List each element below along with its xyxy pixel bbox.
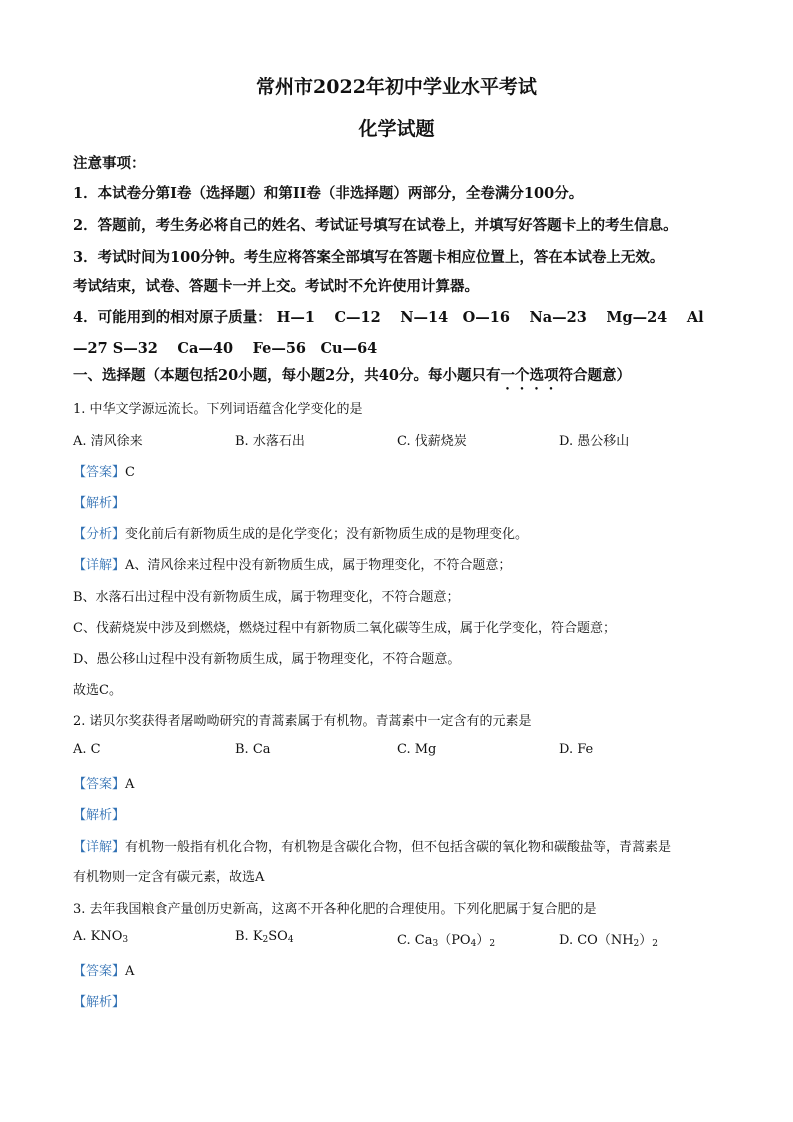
answer-value: A — [125, 777, 135, 792]
q3-option-c: C. $Ca_3(PO_4)_2$ — [397, 933, 496, 949]
q1-option-a: A. 清风徐来 — [73, 434, 143, 449]
note-3: 3．考试时间为100分钟。考生应将答案全部填写在答题卡相应位置上，答在本试卷上无效。 — [73, 249, 665, 266]
q3-answer — [73, 960, 134, 979]
detail-tag: 【详解】 — [73, 558, 126, 573]
q1-stem: 1. 中华文学源远流长。下列词语蕴含化学变化的是 — [73, 402, 363, 417]
q3-option-d: D. $CO(NH_2)_2$ — [559, 933, 659, 949]
q1-answer — [73, 461, 135, 480]
q2-detail-cont: 有机物则一定含有碳元素，故选A — [73, 870, 265, 885]
q2-answer — [73, 773, 134, 792]
note-1: 1．本试卷分第I卷（选择题）和第II卷（非选择题）两部分，全卷满分100分。 — [73, 185, 584, 202]
q2-option-c: C. Mg — [397, 742, 437, 757]
q2-analysis-tag: 【解析】 — [73, 808, 126, 823]
section-heading-post: 符合题意） — [558, 367, 631, 384]
q3-analysis-tag: 【解析】 — [73, 995, 126, 1010]
fenxi-tag: 【分析】 — [73, 527, 126, 542]
section-heading-emphasis: 一个选项 — [500, 367, 559, 384]
q1-detail-b: B、水落石出过程中没有新物质生成，属于物理变化，不符合题意； — [73, 590, 460, 605]
detail-tag: 【详解】 — [73, 840, 126, 855]
q1-detail-c: C、伐薪烧炭中涉及到燃烧，燃烧过程中有新物质二氧化碳等生成，属于化学变化，符合题意； — [73, 621, 616, 636]
q2-option-b: B. Ca — [235, 742, 271, 757]
answer-value: C — [125, 465, 135, 480]
answer-tag: 【答案】 — [73, 964, 126, 979]
q1-option-d: D. 愚公移山 — [559, 434, 630, 449]
answer-value: A — [125, 964, 135, 979]
q1-detail — [73, 554, 511, 573]
q2-option-d: D. Fe — [559, 742, 594, 757]
q1-analysis-tag: 【解析】 — [73, 496, 126, 511]
q1-option-c: C. 伐薪烧炭 — [397, 434, 467, 449]
q1-fenxi — [73, 523, 528, 542]
q2-stem: 2. 诺贝尔奖获得者屠呦呦研究的青蒿素属于有机物。青蒿素中一定含有的元素是 — [73, 714, 532, 729]
fenxi-text: 变化前后有新物质生成的是化学变化；没有新物质生成的是物理变化。 — [125, 527, 529, 542]
notes-heading: 注意事项： — [73, 155, 146, 172]
q3-option-a: A. $KNO_3$ — [73, 929, 129, 945]
note-2: 2．答题前，考生务必将自己的姓名、考试证号填写在试卷上，并填写好答题卡上的考生信息。 — [73, 217, 678, 234]
q2-detail — [73, 836, 671, 855]
section-heading — [73, 364, 631, 393]
q1-option-b: B. 水落石出 — [235, 434, 305, 449]
detail-text: 有机物一般指有机化合物，有机物是含碳化合物，但不包括含碳的氧化物和碳酸盐等，青蒿素是 — [125, 840, 672, 855]
page-subtitle: 化学试题 — [358, 118, 435, 140]
note-4: 4．可能用到的相对原子质量： H—1 C—12 N—14 O—16 Na—23 Mg—24 Al — [73, 309, 704, 326]
answer-tag: 【答案】 — [73, 465, 126, 480]
q1-conclusion: 故选C。 — [73, 683, 122, 698]
q3-option-b: B. $K_2SO_4$ — [235, 929, 294, 945]
q2-option-a: A. C — [73, 742, 101, 757]
note-3-cont: 考试结束，试卷、答题卡一并上交。考试时不允许使用计算器。 — [73, 278, 479, 295]
q1-detail-d: D、愚公移山过程中没有新物质生成，属于物理变化，不符合题意。 — [73, 652, 461, 667]
q3-stem: 3. 去年我国粮食产量创历史新高，这离不开各种化肥的合理使用。下列化肥属于复合肥的是 — [73, 902, 597, 917]
page-title: 常州市2022年初中学业水平考试 — [256, 76, 537, 98]
detail-text: A、清风徐来过程中没有新物质生成，属于物理变化，不符合题意； — [125, 558, 512, 573]
section-heading-pre: 一、选择题（本题包括20小题，每小题2分，共40分。每小题只有 — [73, 367, 501, 384]
note-4-cont: —27 S—32 Ca—40 Fe—56 Cu—64 — [73, 340, 378, 357]
answer-tag: 【答案】 — [73, 777, 126, 792]
